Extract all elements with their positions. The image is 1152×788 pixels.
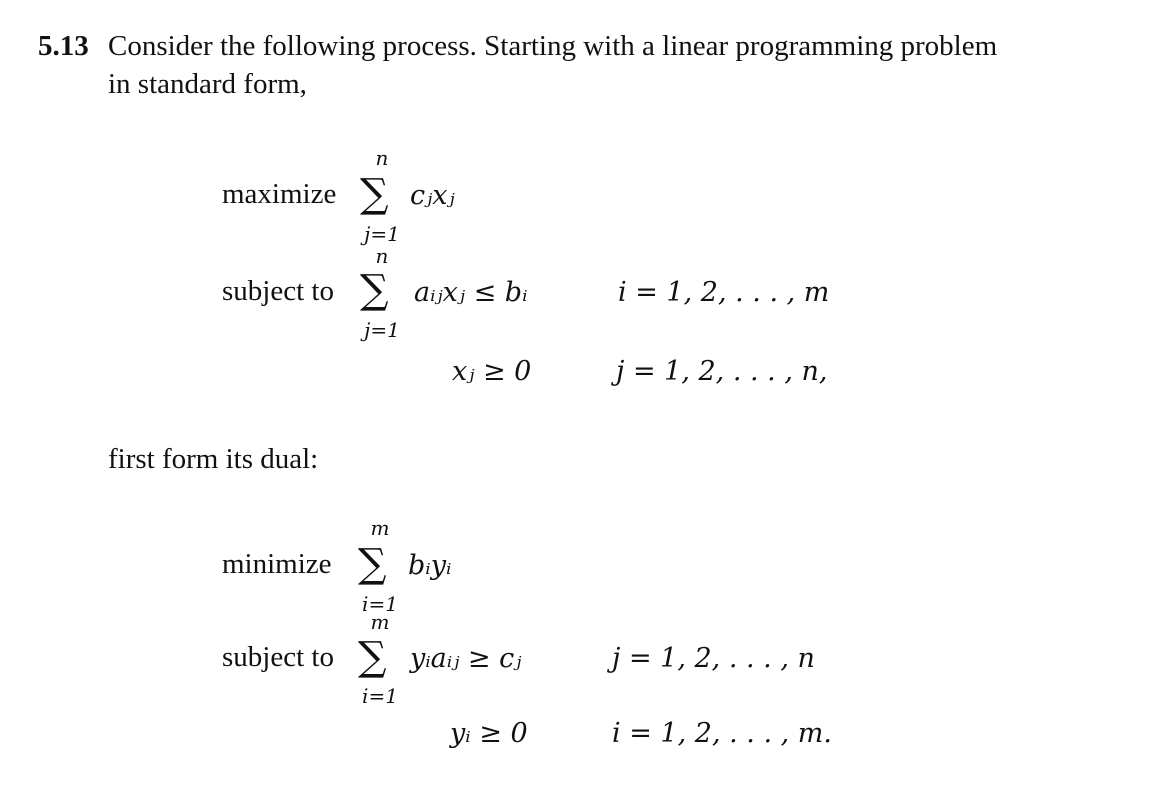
primal-sum2-lower: j=1 xyxy=(364,318,400,342)
problem-header xyxy=(38,32,997,61)
dual-constraint-keyword: subject to xyxy=(222,641,334,673)
problem-intro-line1: Consider the following process. Starting with a linear programming problem xyxy=(108,30,998,62)
primal-sum1-lower: j=1 xyxy=(364,222,400,246)
dual-objective-expr: bᵢyᵢ xyxy=(408,550,452,581)
problem-number: 5.13 xyxy=(38,30,89,62)
primal-constraint-expr: aᵢⱼxⱼ ≤ bᵢ xyxy=(414,277,528,308)
sigma-icon: ∑ xyxy=(358,634,387,680)
dual-sum2-lower: i=1 xyxy=(362,684,398,708)
dual-nonneg-expr: yᵢ ≥ 0 xyxy=(450,718,528,749)
primal-sum2-upper: n xyxy=(375,244,389,268)
primal-nonneg-range: j = 1, 2, . . . , n, xyxy=(616,356,828,387)
dual-objective-keyword: minimize xyxy=(222,548,332,580)
cropped-text-remnant xyxy=(420,0,560,6)
dual-sum1-upper: m xyxy=(370,516,390,540)
transition-text: first form its dual: xyxy=(108,443,319,475)
dual-nonneg-range: i = 1, 2, . . . , m. xyxy=(612,718,832,749)
primal-sum1-upper: n xyxy=(375,146,389,170)
primal-objective-keyword: maximize xyxy=(222,178,337,210)
sigma-icon: ∑ xyxy=(358,541,387,587)
primal-nonneg-expr: xⱼ ≥ 0 xyxy=(452,356,532,387)
dual-sum2-upper: m xyxy=(370,610,390,634)
problem-intro-line2: in standard form, xyxy=(108,68,307,100)
dual-constraint-range: j = 1, 2, . . . , n xyxy=(612,643,815,674)
sigma-icon: ∑ xyxy=(360,267,389,313)
sigma-icon: ∑ xyxy=(360,171,389,217)
primal-objective-expr: cⱼxⱼ xyxy=(410,180,455,211)
primal-constraint-range: i = 1, 2, . . . , m xyxy=(618,277,830,308)
dual-constraint-expr: yᵢaᵢⱼ ≥ cⱼ xyxy=(410,643,522,674)
dual-sum1-lower: i=1 xyxy=(362,592,398,616)
primal-constraint-keyword: subject to xyxy=(222,275,334,307)
